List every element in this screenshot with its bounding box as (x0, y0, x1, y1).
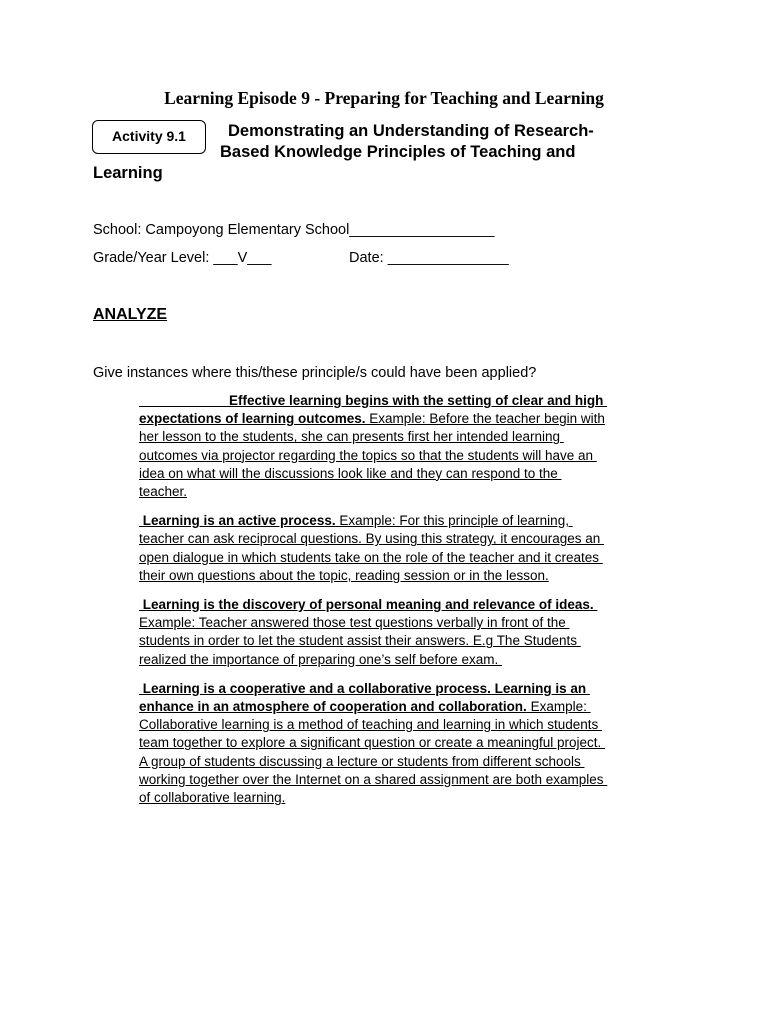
school-label: School: (93, 222, 142, 238)
principle-text: her lesson to the students, she can presents first her intended learning (139, 429, 564, 445)
principle-text: A group of students discussing a lecture or students from different schools (139, 753, 585, 769)
principle-line (139, 632, 679, 650)
date-value: _______________ (387, 250, 509, 266)
principle-text: Example: Teacher answered those test questions verbally in front of the (139, 615, 570, 631)
activity-label-box: Activity 9.1 (92, 120, 206, 154)
grade-label: Grade/Year Level: (93, 250, 210, 266)
principle-line (139, 789, 679, 807)
principle-line (139, 392, 679, 410)
school-line (93, 222, 494, 238)
grade-line (93, 250, 271, 266)
section-heading-analyze: ANALYZE (93, 306, 168, 323)
principle-text: team together to explore a significant question or create a meaningful project. (139, 735, 606, 751)
principle-text: realized the importance of preparing one’s self before exam. (139, 651, 502, 667)
school-value: Campoyong Elementary School__________________ (145, 222, 495, 238)
date-line (349, 250, 509, 266)
principle-text: Collaborative learning is a method of teaching and learning in which students (139, 717, 603, 733)
principle-line (139, 530, 679, 548)
date-label: Date: (349, 250, 384, 266)
principle-line (139, 549, 679, 567)
principle-text: teacher. (139, 484, 188, 500)
principle-text: outcomes via projector regarding the topics so that the students will have an (139, 447, 597, 463)
principle-line (139, 680, 679, 698)
principle-line (139, 614, 679, 632)
principle-line (139, 512, 679, 530)
activity-heading-line: Learning (93, 164, 163, 182)
principle-text: students in order to let the student assist their answers. E.g The Students (139, 633, 581, 649)
principle-text: Example: For this principle of learning, (335, 513, 573, 529)
principle-paragraph (139, 596, 679, 669)
principle-line (139, 483, 679, 501)
principle-text: idea on what will the discussions look like and they can respond to the (139, 465, 562, 481)
principle-paragraph (139, 392, 679, 501)
principle-bold-text: Learning is the discovery of personal meaning and relevance of ideas. (139, 597, 598, 613)
question-text: Give instances where this/these principle/s could have been applied? (93, 365, 537, 381)
principle-line (139, 596, 679, 614)
principle-paragraph (139, 680, 679, 807)
activity-heading-line: Based Knowledge Principles of Teaching and (220, 143, 576, 161)
principle-line (139, 716, 679, 734)
principle-line (139, 410, 679, 428)
principle-text: Example: (526, 699, 591, 715)
activity-heading-line: Demonstrating an Understanding of Research- (228, 122, 594, 140)
activity-heading (93, 121, 653, 184)
principle-text: working together over the Internet on a shared assignment are both examples (139, 771, 608, 787)
page-title: Learning Episode 9 - Preparing for Teaching and Learning (164, 88, 604, 108)
principle-text: Example: Before the teacher begin with (365, 411, 605, 427)
principle-text: teacher can ask reciprocal questions. By using this strategy, it encourages an (139, 531, 604, 547)
principle-line (139, 465, 679, 483)
principle-text: their own questions about the topic, reading session or in the lesson. (139, 567, 549, 583)
grade-value: ___V___ (213, 250, 272, 266)
principle-bold-text: expectations of learning outcomes. (139, 411, 366, 427)
principle-bold-text: Effective learning begins with the setting of clear and high (139, 393, 608, 408)
principle-line (139, 753, 679, 771)
principle-line (139, 698, 679, 716)
principle-line (139, 567, 679, 585)
principle-line (139, 428, 679, 446)
principle-line (139, 771, 679, 789)
principle-text: open dialogue in which students take on the role of the teacher and it creates (139, 549, 603, 565)
principle-text: of collaborative learning. (139, 790, 286, 806)
principle-bold-text: Learning is an active process. (139, 513, 336, 529)
principle-line (139, 734, 679, 752)
principle-line (139, 651, 679, 669)
principle-bold-text: enhance in an atmosphere of cooperation and collaboration. (139, 699, 527, 715)
principle-line (139, 447, 679, 465)
principle-bold-text: Learning is a cooperative and a collaborative process. Learning is an (139, 680, 590, 696)
principle-paragraph (139, 512, 679, 585)
principles-list (139, 392, 679, 818)
